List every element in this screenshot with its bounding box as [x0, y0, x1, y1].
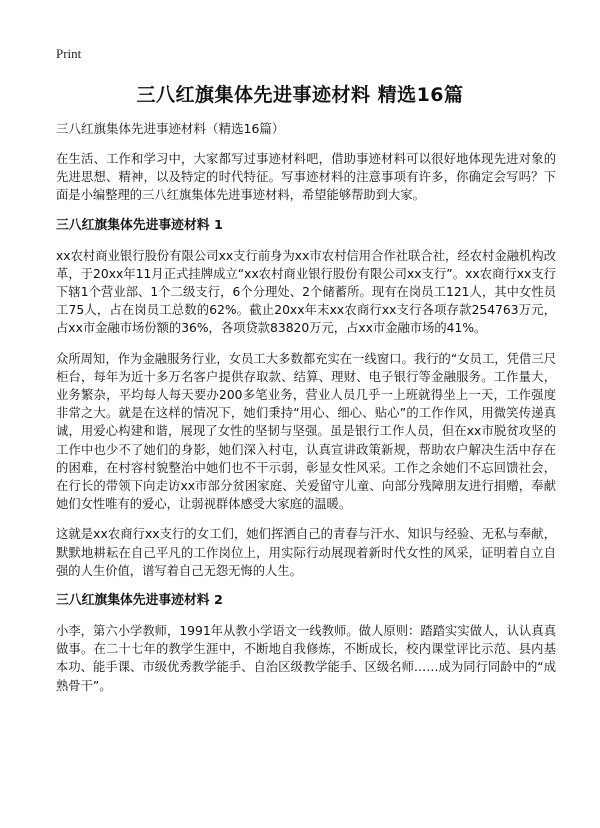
section-paragraph: xx农村商业银行股份有限公司xx支行前身为xx市农村信用合作社联合社，经农村金融机构改革，于20xx年11月正式挂牌成立“xx农村商业银行股份有限公司xx支行”。xx农商行xx支行下辖1个营业部、1个二级支行，6个分理处、2个储蓄所。现有在岗员工121人，其中女性员工75人，占在岗员工总数的62%。截止20xx年末xx农商行xx支行各项存款254763万元，占xx市金融市场份额的36%，各项贷款83820万元，占xx市金融市场的41%。: [56, 248, 556, 336]
section-heading: 三八红旗集体先进事迹材料 2: [56, 593, 223, 609]
section-paragraph: 小李，第六小学教师，1991年从教小学语文一线教师。做人原则：踏踏实实做人，认认真真做事。在二十七年的教学生涯中，不断地自我修炼，不断成长，校内课堂评比示范、县内基本功、能手课、市级优秀教学能手、自治区级教学能手、区级名师……成为同行同龄中的“成熟骨干”。: [56, 624, 556, 693]
intro-paragraph: 在生活、工作和学习中，大家都写过事迹材料吧，借助事迹材料可以很好地体现先进对象的先进思想、精神，以及特定的时代特征。写事迹材料的注意事项有许多，你确定会写吗？下面是小编整理的三八红旗集体先进事迹材料，希望能够帮助到大家。: [56, 152, 556, 203]
print-label[interactable]: Print: [56, 46, 82, 61]
page-title: 三八红旗集体先进事迹材料 精选16篇: [136, 84, 464, 106]
section-paragraph: 众所周知，作为金融服务行业，女员工大多数都充实在一线窗口。我行的“女员工，凭借三尺柜台，每年为近十多万名客户提供存取款、结算、理财、电子银行等金融服务。工作量大，业务繁杂，平均每人每天要办200多笔业务，营业人员几乎一上班就得坐上一天，工作强度非常之大。就是在这样的情况下，她们秉持“用心、细心、贴心”的工作作风，用微笑传递真诚，用爱心构建和谐，展现了女性的坚韧与坚强。虽是银行工作人员，但在xx市脱贫攻坚的工作中也少不了她们的身影，她们深入村屯，认真宣讲政策新规，帮助农户解决生活中存在的困难，在村容村貌整治中她们也不干示弱，彰显女性风采。工作之余她们不忘回馈社会，在行长的带领下向走访xx市部分贫困家庭、关爱留守儿童、向部分残障朋友进行捐赠，奉献她们女性唯有的爱心，让弱视群体感受大家庭的温暖。: [56, 351, 556, 512]
document-subtitle: 三八红旗集体先进事迹材料（精选16篇）: [56, 121, 285, 136]
document-body: [56, 120, 556, 707]
section-paragraph: 这就是xx农商行xx支行的女工们，她们挥洒自己的青春与汗水、知识与经验、无私与奉献，默默地耕耘在自己平凡的工作岗位上，用实际行动展现着新时代女性的风采，证明着自立自强的人生价值，谱写着自己无怨无悔的人生。: [56, 527, 556, 578]
section-heading: 三八红旗集体先进事迹材料 1: [56, 217, 223, 233]
